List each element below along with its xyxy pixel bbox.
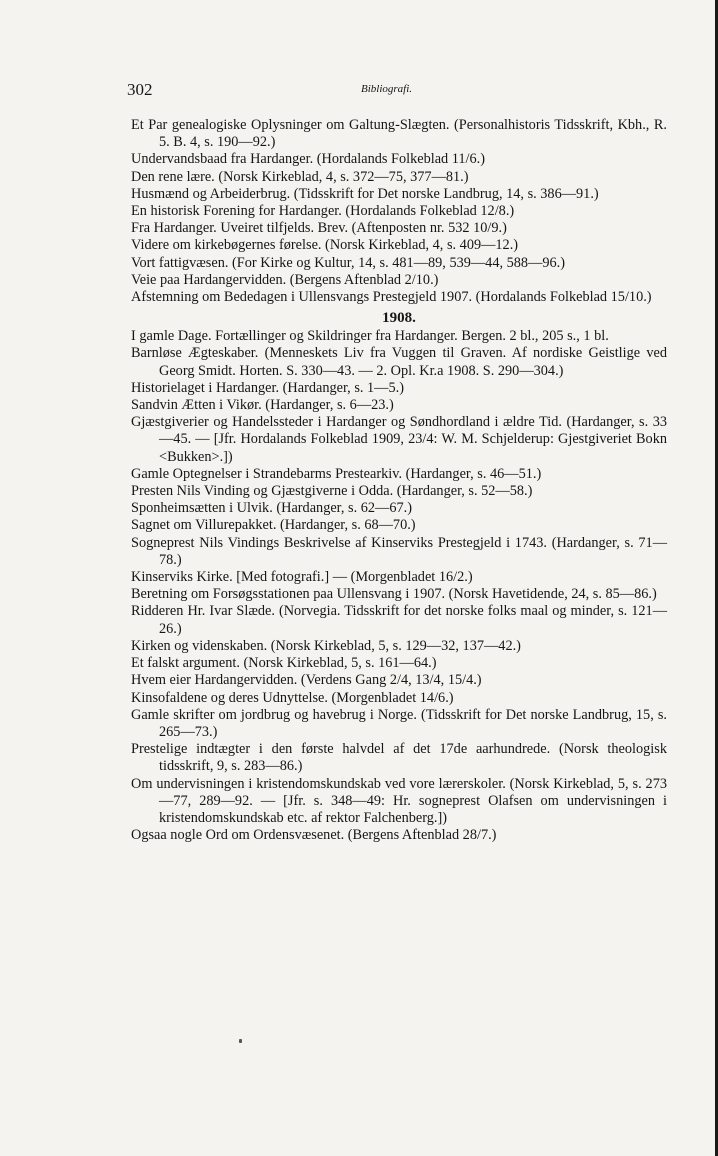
bibliography-entry: Hvem eier Hardangervidden. (Verdens Gang 2/4, 13/4, 15/4.) <box>131 672 482 689</box>
bibliography-entry: Kinserviks Kirke. [Med fotografi.] — (Morgenbladet 16/2.) <box>131 569 473 586</box>
bibliography-entry: Veie paa Hardangervidden. (Bergens Aftenblad 2/10.) <box>131 271 439 288</box>
bibliography-entry: Husmænd og Arbeiderbrug. (Tidsskrift for Det norske Landbrug, 14, s. 386—91.) <box>131 185 599 202</box>
year-heading: 1908. <box>382 310 416 327</box>
bibliography-entry: Vort fattigvæsen. (For Kirke og Kultur, 14, s. 481—89, 539—44, 588—96.) <box>131 254 566 271</box>
bibliography-entry: Historielaget i Hardanger. (Hardanger, s. 1—5.) <box>131 379 404 396</box>
bibliography-entry: Afstemning om Bededagen i Ullensvangs Prestegjeld 1907. (Hordalands Folkeblad 15/10.) <box>131 289 652 306</box>
bibliography-entry: Gamle Optegnelser i Strandebarms Prestearkiv. (Hardanger, s. 46—51.) <box>131 465 542 482</box>
entries-1908 <box>131 328 667 844</box>
entries-before-1908 <box>131 117 667 306</box>
bibliography-entry: Kinsofaldene og deres Udnyttelse. (Morgenbladet 14/6.) <box>131 689 454 706</box>
bibliography-entry: Gjæstgiverier og Handelssteder i Hardanger og Søndhordland i ældre Tid. (Hardanger, s. 33—45. — [Jfr. Hordalands Folkeblad 1909, 23/4: W. M. Schjelderup: Gjestgiveriet Bokn <Bukken>.]) <box>131 414 667 465</box>
running-title: Bibliografi. <box>361 83 413 95</box>
bibliography-entry: Ridderen Hr. Ivar Slæde. (Norvegia. Tidsskrift for det norske folks maal og minder, s. 121—26.) <box>131 603 667 637</box>
bibliography-entry: Gamle skrifter om jordbrug og havebrug i Norge. (Tidsskrift for Det norske Landbrug, 15, s. 265—73.) <box>131 706 667 740</box>
bibliography-entry: Om undervisningen i kristendomskundskab ved vore lærerskoler. (Norsk Kirkeblad, 5, s. 273—77, 289—92. — [Jfr. s. 348—49: Hr. sogneprest Olafsen om undervisningen i kristendomskundskab etc. af rektor Falchenberg.]) <box>131 775 667 826</box>
bibliography-entry: Et Par genealogiske Oplysninger om Galtung-Slægten. (Personalhistoris Tidsskrift, Kbh., R. 5. B. 4, s. 190—92.) <box>131 117 667 151</box>
bibliography-entry: Undervandsbaad fra Hardanger. (Hordalands Folkeblad 11/6.) <box>131 151 485 168</box>
bibliography-entry: Et falskt argument. (Norsk Kirkeblad, 5, s. 161—64.) <box>131 655 437 672</box>
bibliography-entry: Fra Hardanger. Uveiret tilfjelds. Brev. (Aftenposten nr. 532 10/9.) <box>131 220 507 237</box>
bibliography-entry: Barnløse Ægteskaber. (Menneskets Liv fra Vuggen til Graven. Af nordiske Geistlige ved Georg Smidt. Horten. S. 330—43. — 2. Opl. Kr.a 1908. S. 290—304.) <box>131 345 667 379</box>
bibliography-entry: Presten Nils Vinding og Gjæstgiverne i Odda. (Hardanger, s. 52—58.) <box>131 483 533 500</box>
bibliography-entry: I gamle Dage. Fortællinger og Skildringer fra Hardanger. Bergen. 2 bl., 205 s., 1 bl. <box>131 328 609 345</box>
bibliography-list <box>131 117 667 844</box>
bibliography-entry: Kirken og videnskaben. (Norsk Kirkeblad, 5, s. 129—32, 137—42.) <box>131 637 521 654</box>
bibliography-entry: Sponheimsætten i Ulvik. (Hardanger, s. 62—67.) <box>131 500 412 517</box>
bibliography-entry: Sandvin Ætten i Vikør. (Hardanger, s. 6—23.) <box>131 397 394 414</box>
bibliography-entry: Sagnet om Villurepakket. (Hardanger, s. 68—70.) <box>131 517 416 534</box>
bibliography-entry: Prestelige indtægter i den første halvdel af det 17de aarhundrede. (Norsk theologisk tidsskrift, 9, s. 283—86.) <box>131 741 667 775</box>
page-header <box>127 80 667 102</box>
bibliography-entry: Beretning om Forsøgsstationen paa Ullensvang i 1907. (Norsk Havetidende, 24, s. 85—86.) <box>131 586 657 603</box>
ink-speck <box>239 1039 242 1043</box>
bibliography-entry: Den rene lære. (Norsk Kirkeblad, 4, s. 372—75, 377—81.) <box>131 168 469 185</box>
bibliography-entry: En historisk Forening for Hardanger. (Hordalands Folkeblad 12/8.) <box>131 203 515 220</box>
bibliography-entry: Ogsaa nogle Ord om Ordensvæsenet. (Bergens Aftenblad 28/7.) <box>131 827 497 844</box>
bibliography-entry: Videre om kirkebøgernes førelse. (Norsk Kirkeblad, 4, s. 409—12.) <box>131 237 519 254</box>
page-number: 302 <box>127 80 153 99</box>
bibliography-entry: Sogneprest Nils Vindings Beskrivelse af Kinserviks Prestegjeld i 1743. (Hardanger, s. 71—78.) <box>131 534 667 568</box>
